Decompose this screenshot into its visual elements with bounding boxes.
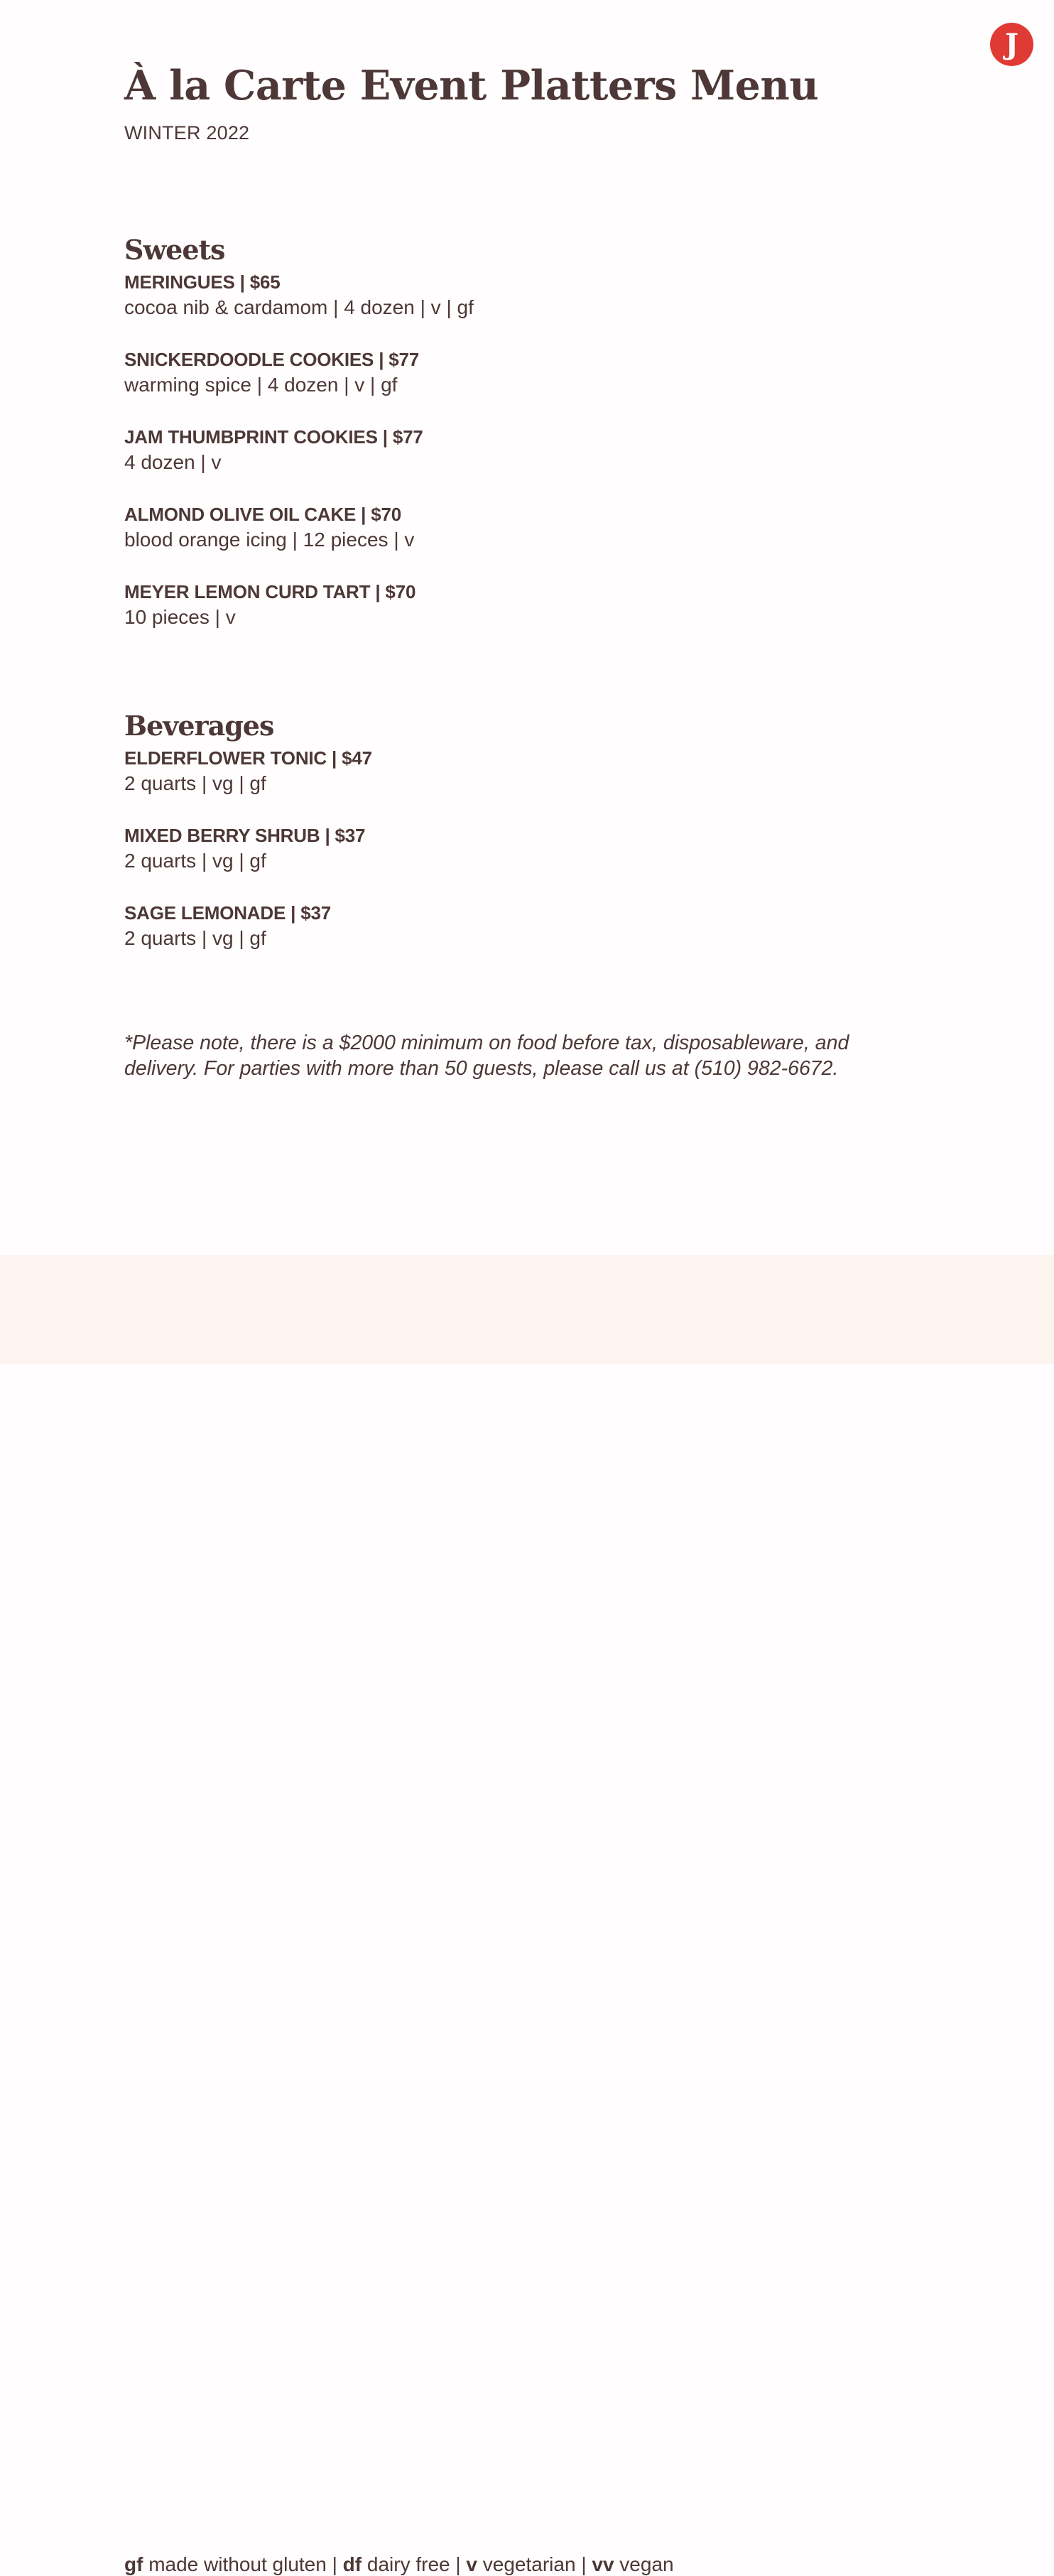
menu-item-description: warming spice | 4 dozen | v | gf — [124, 373, 398, 396]
menu-item — [124, 579, 474, 630]
menu-item-description: 2 quarts | vg | gf — [124, 772, 266, 794]
menu-item-name: ALMOND OLIVE OIL CAKE | $70 — [124, 503, 402, 525]
section-beverages — [124, 710, 372, 978]
legend-abbr: v — [466, 2553, 477, 2575]
menu-item-name: ELDERFLOWER TONIC | $47 — [124, 747, 372, 769]
menu-item — [124, 823, 372, 874]
footer — [0, 1255, 1054, 2575]
legend-label: made without gluten | — [143, 2553, 343, 2575]
menu-item-name: MIXED BERRY SHRUB | $37 — [124, 824, 366, 846]
menu-item-name: MERINGUES | $65 — [124, 271, 281, 293]
logo-letter: J — [1005, 27, 1018, 61]
legend-abbr: gf — [124, 2553, 143, 2575]
page-title: À la Carte Event Platters Menu — [124, 62, 819, 109]
menu-item-description: blood orange icing | 12 pieces | v — [124, 528, 415, 551]
minimum-order-note: *Please note, there is a $2000 minimum on food before tax, disposableware, and delivery. For parties with more than 50 guests, please call us at (510) 982-6672. — [124, 1032, 849, 1080]
menu-item-name: SNICKERDOODLE COOKIES | $77 — [124, 348, 420, 370]
menu-item-description: 2 quarts | vg | gf — [124, 849, 266, 872]
logo-icon — [990, 23, 1033, 66]
legend-abbr: df — [342, 2553, 362, 2575]
menu-item-description: 4 dozen | v — [124, 450, 222, 473]
menu-item-description: 2 quarts | vg | gf — [124, 926, 266, 949]
menu-item — [124, 502, 474, 553]
legend-label: vegetarian | — [477, 2553, 592, 2575]
menu-item — [124, 269, 474, 320]
section-title: Beverages — [124, 710, 274, 742]
section-title: Sweets — [124, 234, 225, 266]
menu-item-description: 10 pieces | v — [124, 605, 236, 628]
menu-item-name: MEYER LEMON CURD TART | $70 — [124, 580, 416, 602]
menu-item — [124, 900, 372, 951]
dietary-legend — [124, 2553, 674, 2576]
section-sweets — [124, 234, 474, 656]
legend-label: dairy free | — [362, 2553, 467, 2575]
season-subtitle: WINTER 2022 — [124, 122, 250, 144]
menu-item-description: cocoa nib & cardamom | 4 dozen | v | gf — [124, 296, 474, 318]
legend-abbr: vv — [592, 2553, 614, 2575]
menu-item — [124, 347, 474, 398]
menu-item — [124, 424, 474, 475]
legend-label: vegan — [614, 2553, 674, 2575]
menu-item-name: JAM THUMBPRINT COOKIES | $77 — [124, 426, 423, 448]
menu-item-name: SAGE LEMONADE | $37 — [124, 902, 331, 924]
menu-item — [124, 745, 372, 796]
